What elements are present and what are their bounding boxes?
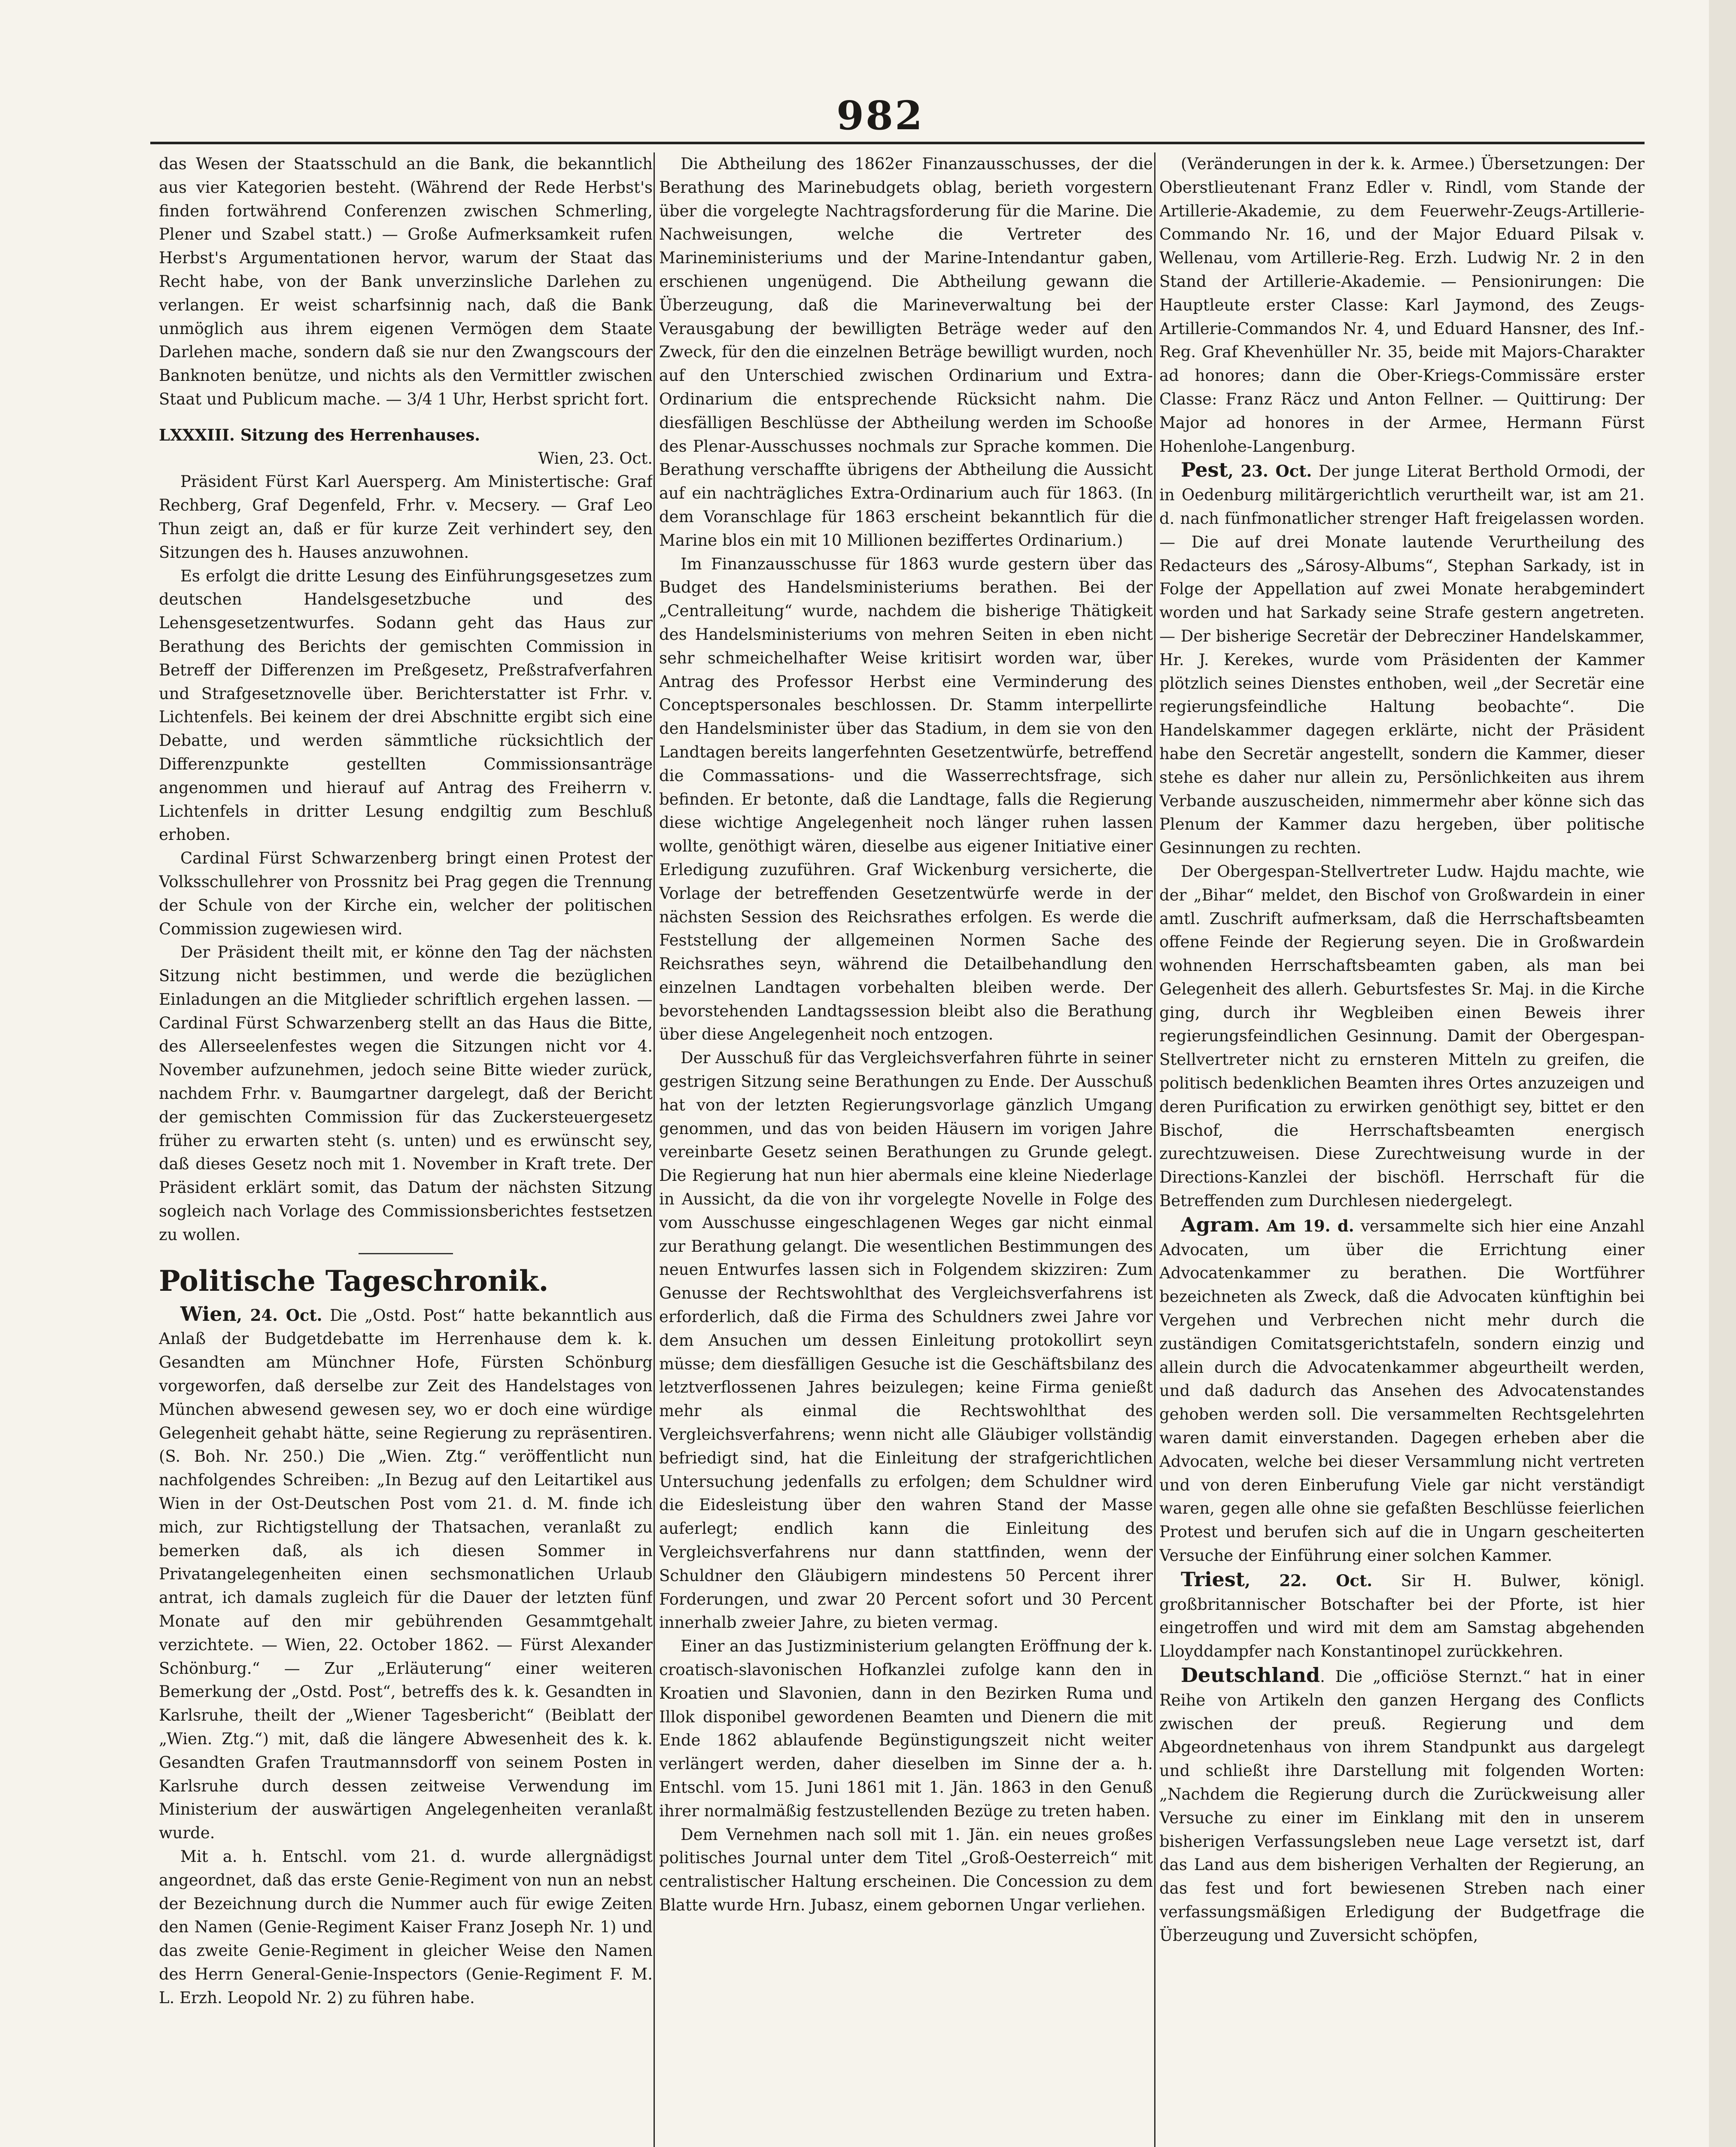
article-paragraph: Cardinal Fürst Schwarzenberg bringt einen Protest der Volksschullehrer von Prossnitz bei Prag gegen die Trennung der Schule von der Kirche ein, welcher der politischen Commission zugewiesen wird. — [159, 849, 653, 938]
column-left — [159, 152, 653, 2147]
article-paragraph: Präsident Fürst Karl Auersperg. Am Ministertische: Graf Rechberg, Graf Degenfeld, Frhr. v. Mecsery. — Graf Leo Thun zeigt an, daß er für kurze Zeit verhindert sey, den Sitzungen des h. Hauses anzuwohnen. — [159, 472, 653, 562]
article-paragraph — [1159, 1663, 1645, 1948]
column-middle — [659, 152, 1153, 2147]
session-heading: LXXXIII. Sitzung des Herrenhauses. — [159, 425, 480, 444]
dateline-place: Wien — [180, 1302, 237, 1326]
dateline-place: Agram — [1181, 1213, 1254, 1236]
section-title: Politische Tageschronik. — [159, 1264, 549, 1298]
article-paragraph: Mit a. h. Entschl. vom 21. d. wurde allergnädigst angeordnet, daß das erste Genie-Regiment von nun an nebst der Bezeichnung durch die Nummer auch für ewige Zeiten den Namen (Genie-Regiment Kaiser Franz Joseph Nr. 1) und das zweite Genie-Regiment in gleicher Weise den Namen des Herrn General-Genie-Inspectors (Genie-Regiment F. M. L. Erzh. Leopold Nr. 2) zu führen habe. — [159, 1847, 653, 2007]
article-paragraph: (Veränderungen in der k. k. Armee.) Übersetzungen: Der Oberstlieutenant Franz Edler v. Rindl, vom Stande der Artillerie-Akademie, zu dem Feuerwehr-Zeugs-Artillerie-Commando Nr. 16, und der Major Eduard Pilsak v. Wellenau, vom Artillerie-Reg. Erzh. Ludwig Nr. 2 in den Stand der Artillerie-Akademie. — Pensionirungen: Die Hauptleute erster Classe: Karl Jaymond, des Zeugs-Artillerie-Commandos Nr. 4, und Eduard Hansner, des Inf.-Reg. Graf Khevenhüller Nr. 35, beide mit Majors-Charakter ad honores; dann die Ober-Kriegs-Commissäre erster Classe: Franz Räcz und Anton Fellner. — Quittirung: Der Major ad honores in der Armee, Hermann Fürst Hohenlohe-Langenburg. — [1159, 155, 1645, 456]
dateline-place: Triest — [1181, 1567, 1245, 1591]
article-paragraph: Einer an das Justizministerium gelangten Eröffnung der k. croatisch-slavonischen Hofkanzlei zufolge kann den in Kroatien und Slavonien, dann in den Bezirken Ruma und Illok disponibel gewordenen Beamten und Dienern die mit Ende 1862 ablaufende Begünstigungszeit nicht weiter verlängert werden, daher dieselben im Sinne der a. h. Entschl. vom 15. Juni 1861 mit 1. Jän. 1863 in den Genuß ihrer normalmäßig festzustellenden Bezüge zu treten haben. — [659, 1637, 1153, 1820]
dateline-date: , 24. Oct. — [237, 1305, 322, 1325]
article-paragraph: Dem Vernehmen nach soll mit 1. Jän. ein neues großes politisches Journal unter dem Titel „Groß-Oesterreich“ mit centralistischer Haltung erscheinen. Die Concession zu dem Blatte wurde Hrn. Jubasz, einem gebornen Ungar verliehen. — [659, 1825, 1153, 1914]
article-paragraph: Der Ausschuß für das Vergleichsverfahren führte in seiner gestrigen Sitzung seine Berathungen zu Ende. Der Ausschuß hat von der letzten Regierungsvorlage gänzlich Umgang genommen, und das von beiden Häusern im vorigen Jahre vereinbarte Gesetz seinen Berathungen zu Grunde gelegt. Die Regierung hat nun hier abermals eine kleine Niederlage in Aussicht, da die von ihr vorgelegte Novelle in Folge des vom Ausschusse eingeschlagenen Weges gar nicht einmal zur Berathung gelangt. Die wesentlichen Bestimmungen des neuen Entwurfes lassen sich in Folgendem skizziren: Zum Genusse der Rechtswohlthat des Vergleichsverfahrens ist erforderlich, daß die Firma des Schuldners zwei Jahre vor dem Ansuchen um dessen Einleitung protokollirt seyn müsse; dem diesfälligen Gesuche ist die Geschäftsbilanz des letztverflossenen Jahres beizulegen; keine Firma genießt mehr als einmal die Rechtswohlthat des Vergleichsverfahrens; wenn nicht alle Gläubiger vollständig befriedigt sind, hat die Einleitung der strafgerichtlichen Untersuchung jedenfalls zu erfolgen; dem Schuldner wird die Eidesleistung über den wahren Stand der Masse auferlegt; endlich kann die Einleitung des Vergleichsverfahrens nur dann stattfinden, wenn der Schuldner den Gläubigern mindestens 50 Percent ihrer Forderungen, und zwar 20 Percent sofort und 30 Percent innerhalb zweier Jahre, zu bieten vermag. — [659, 1049, 1153, 1632]
column-divider — [1154, 152, 1155, 2147]
article-text: versammelte sich hier eine Anzahl Advocaten, um über die Errichtung einer Advocatenkammer zu berathen. Die Wortführer bezeichneten als Zweck, daß die Advocaten künftighin bei Vergehen und Verbrechen nicht mehr durch die zuständigen Comitatsgerichtstafeln, sondern einzig und allein durch die Advocatenkammer abgeurtheilt werden, und daß dadurch das Ansehen des Advocatenstandes gehoben werden soll. Die versammelten Rechtsgelehrten waren damit einverstanden. Dagegen erheben aber die Advocaten, welche bei dieser Versammlung nicht vertreten und von deren Einberufung Viele gar nicht verständigt waren, gegen alle ohne sie gefaßten Beschlüsse feierlichen Protest und berufen sich auf die in Ungarn gescheiterten Versuche der Einführung einer solchen Kammer. — [1159, 1216, 1645, 1565]
column-divider — [654, 152, 655, 2147]
article-text: Die „Ostd. Post“ hatte bekanntlich aus Anlaß der Budgetdebatte im Herrenhause dem k. k. Gesandten am Münchner Hofe, Fürsten Schönburg vorgeworfen, daß derselbe zur Zeit des Handelstages von München abwesend gewesen sey, wo er doch eine würdige Gelegenheit gehabt hätte, seine Regierung zu repräsentiren. (S. Boh. Nr. 250.) Die „Wien. Ztg.“ veröffentlicht nun nachfolgendes Schreiben: „In Bezug auf den Leitartikel aus Wien in der Ost-Deutschen Post vom 21. d. M. finde ich mich, zur Richtigstellung der Thatsachen, veranlaßt zu bemerken daß, als ich diesen Sommer in Privatangelegenheiten einen sechsmonatlichen Urlaub antrat, ich damals zugleich für die Dauer der letzten fünf Monate auf den mir gebührenden Gesammtgehalt verzichtete. — Wien, 22. October 1862. — Fürst Alexander Schönburg.“ — Zur „Erläuterung“ einer weiteren Bemerkung der „Ostd. Post“, betreffs des k. k. Gesandten in Karlsruhe, theilt der „Wiener Tagesbericht“ (Beiblatt der „Wien. Ztg.“) mit, daß die längere Abwesenheit des k. k. Gesandten Grafen Trautmannsdorff von seinem Posten in Karlsruhe durch dessen zeitweise Verwendung im Ministerium der auswärtigen Angelegenheiten veranlaßt wurde. — [159, 1306, 653, 1843]
page-number: 982 — [836, 92, 924, 139]
article-paragraph — [1159, 458, 1645, 860]
session-dateline: Wien, 23. Oct. — [538, 449, 653, 468]
column-right — [1159, 152, 1645, 2147]
dateline-date: , 22. Oct. — [1245, 1571, 1373, 1590]
article-paragraph: Im Finanzausschusse für 1863 wurde gestern über das Budget des Handelsministeriums berathen. Bei der „Centralleitung“ wurde, nachdem die bisherige Thätigkeit des Handelsministeriums von mehren Seiten in eben nicht sehr schmeichelhafter Weise kritisirt worden war, über Antrag des Professor Herbst eine Verminderung des Conceptspersonales beschlossen. Dr. Stamm interpellirte den Handelsminister über das Stadium, in dem sie von den Landtagen bereits langerfehnten Gesetzentwürfe, betreffend die Commassations- und die Wasserrechtsfrage, sich befinden. Er betonte, daß die Landtage, falls die Regierung diese wichtige Angelegenheit noch länger ruhen lassen wollte, genöthigt wären, dieselbe aus eigener Initiative einer Erledigung zuzuführen. Graf Wickenburg versicherte, die Vorlage der betreffenden Gesetzentwürfe werde in der nächsten Session des Reichsrathes erfolgen. Es werde die Feststellung der allgemeinen Normen Sache des Reichsrathes seyn, während die Detailbehandlung den einzelnen Landtagen vorbehalten bleiben werde. Der bevorstehenden Landtagssession bleibt also die Berathung über diese Angelegenheit noch entzogen. — [659, 554, 1153, 1044]
dateline-place: Deutschland — [1181, 1663, 1320, 1687]
article-paragraph: das Wesen der Staatsschuld an die Bank, die bekanntlich aus vier Kategorien besteht. (Während der Rede Herbst's finden fortwährend Conferenzen zwischen Schmerling, Plener und Szabel statt.) — Große Aufmerksamkeit rufen Herbst's Argumentationen hervor, warum der Staat das Recht habe, von der Bank unverzinsliche Darlehen zu verlangen. Er weist scharfsinnig nach, daß die Bank unmöglich aus ihrem eigenen Vermögen dem Staate Darlehen mache, sondern daß sie nur den Zwangscours der Banknoten benütze, und nichts als den Vermittler zwischen Staat und Publicum mache. — 3/4 1 Uhr, Herbst spricht fort. — [159, 155, 653, 408]
article-paragraph — [1159, 1213, 1645, 1568]
article-paragraph — [159, 1302, 653, 1845]
article-paragraph: Die Abtheilung des 1862er Finanzausschusses, der die Berathung des Marinebudgets oblag, berieth vorgestern über die vorgelegte Nachtragsforderung für die Marine. Die Nachweisungen, welche die Vertreter des Marineministeriums und der Marine-Intendantur gaben, erschienen ungenügend. Die Abtheilung gewann die Überzeugung, daß die Marineverwaltung bei der Verausgabung der bewilligten Beträge weder auf den Zweck, für den die einzelnen Beträge bewilligt wurden, noch auf den Unterschied zwischen Ordinarium und Extra-Ordinarium die entsprechende Rücksicht nahm. Die diesfälligen Beschlüsse der Abtheilung werden im Schooße des Plenar-Ausschusses nochmals zur Sprache kommen. Die Berathung verschaffte übrigens der Abtheilung die Aussicht auf ein nachträgliches Extra-Ordinarium auch für 1863. (In dem Voranschlage für 1863 erscheint bekanntlich für die Marine blos ein mit 10 Millionen beziffertes Ordinarium.) — [659, 155, 1153, 550]
article-paragraph: Der Obergespan-Stellvertreter Ludw. Hajdu machte, wie der „Bihar“ meldet, den Bischof von Großwardein in einer amtl. Zuschrift aufmerksam, daß die Herrschaftsbeamten offene Feinde der Regierung seyen. Die in Großwardein wohnenden Herrschaftsbeamten gaben, als man bei Gelegenheit des allerh. Geburtsfestes Sr. Maj. in die Kirche ging, durch ihr Wegbleiben einen Beweis ihrer regierungsfeindlichen Gesinnung. Damit der Obergespan-Stellvertreter nicht zu ernsteren Mitteln zu greifen, die politisch bedenklichen Beamten ihres Ortes anzuzeigen und deren Purification zu erwirken genöthigt sey, bittet er den Bischof, die Herrschaftsbeamten energisch zurechtzuweisen. Diese Zurechtweisung wurde in der Directions-Kanzlei der bischöfl. Herrschaft für die Betreffenden zum Durchlesen niedergelegt. — [1159, 862, 1645, 1210]
header-rule — [150, 142, 1645, 144]
dateline-place: Pest — [1181, 458, 1228, 482]
article-text: Der junge Literat Berthold Ormodi, der in Oedenburg militärgerichtlich verurtheilt war, ist am 21. d. nach fünfmonatlicher strenger Haft freigelassen worden. — Die auf drei Monate lautende Verurtheilung des Redacteurs des „Sárosy-Albums“, Stephan Sarkady, ist in Folge der Appellation auf zwei Monate herabgemindert worden und hat Sarkady seine Strafe gestern angetreten. — Der bisherige Secretär der Debrecziner Handelskammer, Hr. J. Kerekes, wurde vom Präsidenten der Kammer plötzlich seines Dienstes enthoben, weil „der Secretär eine regierungsfeindliche Haltung beobachte“. Die Handelskammer dagegen erklärte, nicht der Präsident habe den Secretär angestellt, sondern die Kammer, dieser stehe es daher nur allein zu, Persönlichkeiten aus ihrem Verbande auszuscheiden, nimmermehr aber könne sich das Plenum der Kammer dazu hergeben, über politische Gesinnungen zu rechten. — [1159, 462, 1645, 858]
article-paragraph: Der Präsident theilt mit, er könne den Tag der nächsten Sitzung nicht bestimmen, und werde die bezüglichen Einladungen an die Mitglieder schriftlich ergehen lassen. — Cardinal Fürst Schwarzenberg stellt an das Haus die Bitte, des Allerseelenfestes wegen die Sitzungen nicht vor 4. November aufzunehmen, jedoch seine Bitte wieder zurück, nachdem Frhr. v. Baumgartner dargelegt, daß der Bericht der gemischten Commission für das Zuckersteuergesetz früher zu erwarten steht (s. unten) und es erwünscht sey, daß dieses Gesetz noch mit 1. November in Kraft trete. Der Präsident erklärt somit, das Datum der nächsten Sitzung sogleich nach Vorlage des Commissionsberichtes festsetzen zu wollen. — [159, 943, 653, 1244]
dateline-date: . Am 19. d. — [1254, 1216, 1354, 1235]
page-edge-shadow — [1709, 0, 1736, 2147]
section-divider — [359, 1253, 453, 1254]
dateline-date: , 23. Oct. — [1228, 462, 1312, 481]
article-text: . Die „officiöse Sternzt.“ hat in einer Reihe von Artikeln den ganzen Hergang des Conflicts zwischen der preuß. Regierung und dem Abgeordnetenhaus von ihrem Standpunkt aus dargelegt und schließt ihre Darstellung mit folgenden Worten: „Nachdem die Regierung durch die Zurückweisung aller Versuche zu einer im Einklang mit den in unserem bisherigen Verfassungsleben neue Lage versetzt ist, darf das Land aus dem bisherigen Verhalten der Regierung, an das fest und fort bewiesenen Streben nach einer verfassungsmäßigen Erledigung der Budgetfrage die Überzeugung und Zuversicht schöpfen, — [1159, 1667, 1645, 1945]
article-text: Sir H. Bulwer, königl. großbritannischer Botschafter bei der Pforte, ist hier eingetroffen und wird mit dem am Samstag abgehenden Lloyddampfer nach Konstantinopel zurückkehren. — [1159, 1571, 1645, 1661]
article-paragraph — [1159, 1568, 1645, 1663]
article-paragraph: Es erfolgt die dritte Lesung des Einführungsgesetzes zum deutschen Handelsgesetzbuche und des Lehensgesetzentwurfes. Sodann geht das Haus zur Berathung des Berichts der gemischten Commission in Betreff der Differenzen im Preßgesetz, Preßstrafverfahren und Strafgesetznovelle über. Berichterstatter ist Frhr. v. Lichtenfels. Bei keinem der drei Abschnitte ergibt sich eine Debatte, und werden sämmtliche rücksichtlich der Differenzpunkte gestellten Commissionsanträge angenommen und hierauf auf Antrag des Freiherrn v. Lichtenfels in dritter Lesung endgiltig zum Beschluß erhoben. — [159, 566, 653, 844]
